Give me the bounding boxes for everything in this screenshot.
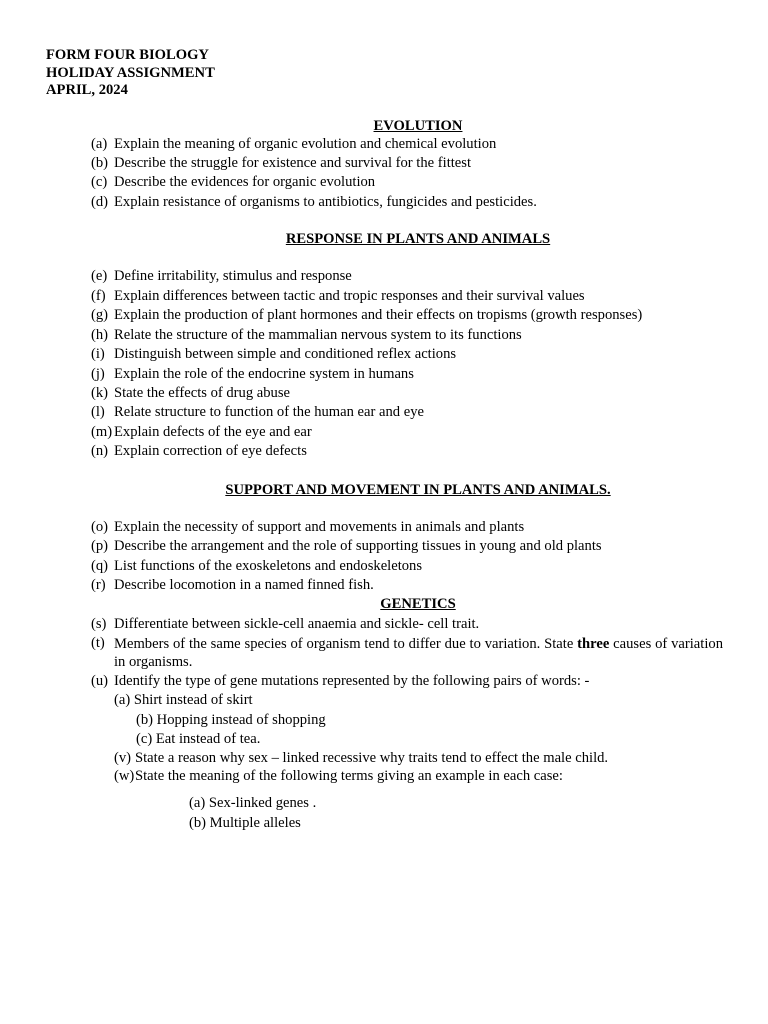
item-text: State the meaning of the following terms giving an example in each case: — [135, 768, 563, 784]
item-text: Explain correction of eye defects — [114, 443, 307, 459]
section-title-response: RESPONSE IN PLANTS AND ANIMALS — [285, 231, 551, 247]
item-text: Describe locomotion in a named finned fish. — [114, 577, 374, 593]
section-title-evolution: EVOLUTION — [373, 118, 463, 134]
item-text — [114, 635, 723, 671]
header-assignment: HOLIDAY ASSIGNMENT — [46, 65, 215, 81]
item-label: (b) — [91, 155, 109, 171]
item-label: (v) — [114, 750, 132, 766]
item-text: Relate the structure of the mammalian nervous system to its functions — [114, 327, 522, 343]
item-text: Explain the production of plant hormones and their effects on tropisms (growth responses) — [114, 307, 643, 323]
item-text: Explain resistance of organisms to antibiotics, fungicides and pesticides. — [114, 194, 537, 210]
item-label: (l) — [91, 404, 105, 420]
section-title-support: SUPPORT AND MOVEMENT IN PLANTS AND ANIMALS. — [225, 482, 611, 498]
sub-item: (b) Hopping instead of shopping — [136, 712, 326, 728]
item-label: (t) — [91, 635, 105, 651]
item-text: Explain the necessity of support and movements in animals and plants — [114, 519, 525, 535]
item-label: (k) — [91, 385, 109, 401]
item-text: Describe the struggle for existence and survival for the fittest — [114, 155, 472, 171]
item-text: Explain the meaning of organic evolution and chemical evolution — [114, 136, 497, 152]
sub-item: (a) Sex-linked genes . — [189, 795, 317, 811]
item-text: Differentiate between sickle-cell anaemia and sickle- cell trait. — [114, 616, 480, 632]
item-label: (w) — [114, 768, 135, 784]
item-label: (e) — [91, 268, 108, 284]
sub-item: (a) Shirt instead of skirt — [114, 692, 253, 708]
item-text: Define irritability, stimulus and response — [114, 268, 352, 284]
sub-item: (c) Eat instead of tea. — [136, 731, 261, 747]
item-label: (n) — [91, 443, 109, 459]
item-text: State a reason why sex – linked recessive why traits tend to effect the male child. — [135, 750, 609, 766]
item-label: (u) — [91, 673, 109, 689]
item-label: (h) — [91, 327, 109, 343]
item-text: Describe the evidences for organic evolution — [114, 174, 376, 190]
item-text-part: causes of variation in organisms. — [114, 636, 723, 670]
item-label: (a) — [91, 136, 108, 152]
item-label: (r) — [91, 577, 106, 593]
item-label: (s) — [91, 616, 107, 632]
item-label: (j) — [91, 366, 105, 382]
item-text-part: Members of the same species of organism tend to differ due to variation. State — [114, 636, 578, 652]
sub-item: (b) Multiple alleles — [189, 815, 301, 831]
header-subject: FORM FOUR BIOLOGY — [46, 47, 209, 63]
item-label: (o) — [91, 519, 109, 535]
header-date: APRIL, 2024 — [46, 82, 128, 98]
item-text: Explain the role of the endocrine system in humans — [114, 366, 414, 382]
item-text: Explain defects of the eye and ear — [114, 424, 312, 440]
item-text: Explain differences between tactic and tropic responses and their survival values — [114, 288, 585, 304]
item-label: (d) — [91, 194, 109, 210]
item-label: (f) — [91, 288, 106, 304]
emphasis-word: three — [577, 636, 610, 652]
item-label: (c) — [91, 174, 108, 190]
item-label: (p) — [91, 538, 109, 554]
item-label: (g) — [91, 307, 109, 323]
item-text: Identify the type of gene mutations represented by the following pairs of words: - — [114, 673, 590, 689]
item-label: (m) — [91, 424, 113, 440]
item-label: (i) — [91, 346, 105, 362]
item-text: Describe the arrangement and the role of supporting tissues in young and old plants — [114, 538, 602, 554]
section-title-genetics: GENETICS — [380, 596, 456, 612]
item-text: List functions of the exoskeletons and endoskeletons — [114, 558, 423, 574]
item-text: State the effects of drug abuse — [114, 385, 291, 401]
item-text: Relate structure to function of the human ear and eye — [114, 404, 424, 420]
item-text: Distinguish between simple and conditioned reflex actions — [114, 346, 457, 362]
item-label: (q) — [91, 558, 109, 574]
